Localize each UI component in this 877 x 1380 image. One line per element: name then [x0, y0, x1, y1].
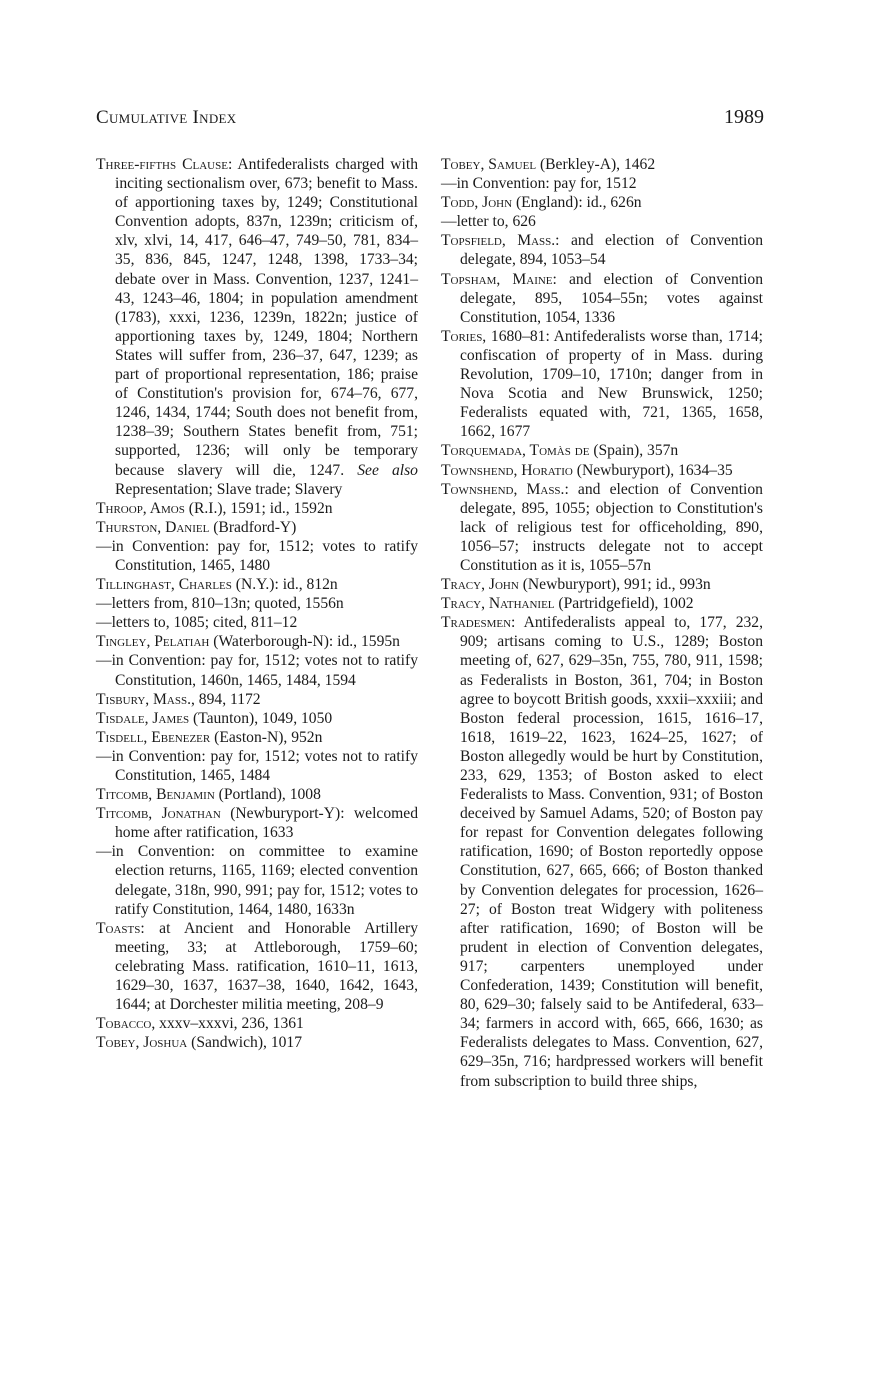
index-entry: [441, 193, 763, 212]
entry-heading: Tories,: [441, 327, 487, 345]
entry-heading: Townshend, Mass.:: [441, 480, 569, 498]
entry-heading: Titcomb, Jonathan: [96, 805, 221, 823]
entry-text: and election of Convention delegate, 895, 1054–55n; votes against Constitution, 1054, 1336: [460, 270, 763, 326]
entry-text: —in Convention: pay for, 1512; votes to ratify Constitution, 1465, 1480: [96, 537, 418, 574]
entry-text: (Partridgefield), 1002: [554, 595, 694, 613]
entry-heading: Throop, Amos: [96, 499, 185, 517]
entry-heading: Townshend, Horatio: [441, 461, 573, 479]
entry-text: (Portland), 1008: [214, 786, 321, 804]
running-head: [96, 106, 764, 129]
index-entry: [96, 804, 418, 842]
index-entry: [96, 632, 418, 651]
index-entry: [96, 1014, 418, 1033]
entry-heading: Tingley, Pelatiah: [96, 633, 210, 651]
entry-text: Antifederalists charged with inciting sectionalism over, 673; benefit to Mass. of apportioning taxes by, 1249; Constitutional Convention adopts, 837n, 1239n; criticism of, xlv, xlvi, 14, 417, 646–47, 749–50, 781, 834–35, 836, 845, 1247, 1248, 1398, 1733–34; debate over in Mass. Convention, 1237, 1241–43, 1243–46, 1804; in population amendment (1783), xxxi, 1236, 1239n, 1822n; justice of apportioning taxes by, 1249, 1804; Northern States will suffer from, 236–37, 647, 1239; as part of proportional representation, 186; praise of Constitution's provision for, 674–76, 677, 1246, 1434, 1744; South does not benefit from, 1238–39; Southern States benefit from, 751; supported, 1236; will only be temporary because slavery will die, 1247.: [115, 156, 418, 479]
entry-text: (Waterborough-N): id., 1595n: [209, 633, 400, 651]
index-entry: [96, 537, 418, 575]
index-entry: [96, 919, 418, 1014]
index-entry: [441, 575, 763, 594]
entry-text: (Taunton), 1049, 1050: [189, 709, 333, 727]
index-entry: [96, 575, 418, 594]
entry-text: Antifederalists appeal to, 177, 232, 909; artisans coming to U.S., 1289; Boston meeting of, 627, 629–35n, 755, 780, 911, 1598; as Federalists in Boston, 361, 704; in Boston agree to boycott British goods, xxxii–xxxiii; and Boston federal procession, 1615, 1616–17, 1618, 1619–22, 1623, 1624–25, 1627; of Boston allegedly would be hurt by Constitution, 233, 629, 1353; of Boston asked to elect Federalists to Mass. Convention, 931; of Boston deceived by Samuel Adams, 520; of Boston pay for repast for Convention delegates following ratification, 1690; of Boston reportedly oppose Constitution, 627, 665, 666; of Boston thanked by Convention delegates for procession, 1626–27; of Boston treat Widgery with politeness after ratification, 1690; of Boston will be prudent in election of Convention delegates, 917; carpenters unemployed under Confederation, 1439; Constitution will benefit, 80, 629–30; falsely said to be Antifederal, 633–34; farmers in accord with, 665, 666, 1630; as Federalists delegates to Mass. Convention, 627, 629–35n, 716; hardpressed workers will benefit from subscription to build three ships,: [460, 614, 763, 1090]
entry-heading: Tracy, Nathaniel: [441, 595, 555, 613]
index-entry: [96, 594, 418, 613]
entry-text: (Newburyport), 1634–35: [572, 461, 733, 479]
entry-heading: Tobey, Joshua: [96, 1034, 188, 1052]
entry-text: —letters to, 1085; cited, 811–12: [96, 614, 298, 632]
entry-text: —in Convention: pay for, 1512; votes not to ratify Constitution, 1465, 1484: [96, 747, 418, 784]
entry-text: (N.Y.): id., 812n: [231, 576, 338, 594]
entry-text: 1680–81: Antifederalists worse than, 1714; confiscation of property of in Mass. during Revolution, 1709–10, 1710n; danger from in Nova Scotia and New Brunswick, 1250; Federalists equated with, 721, 1365, 1658, 1662, 1677: [460, 327, 763, 441]
index-entry: [441, 461, 763, 480]
entry-heading: Torquemada, Tomàs de: [441, 442, 590, 460]
index-entry: [96, 728, 418, 747]
entry-heading: Topsham, Maine:: [441, 270, 557, 288]
entry-heading: Todd, John: [441, 194, 513, 212]
entry-text: (Berkley-A), 1462: [536, 156, 656, 173]
entry-heading: Tobey, Samuel: [441, 156, 537, 173]
entry-heading: Tillinghast, Charles: [96, 576, 232, 594]
entry-heading: Tracy, John: [441, 576, 519, 594]
entry-text: xxxv–xxxvi, 236, 1361: [155, 1015, 304, 1033]
entry-text: 894, 1172: [194, 690, 261, 708]
index-entry: [441, 594, 763, 613]
entry-heading: Thurston, Daniel: [96, 518, 210, 536]
entry-text: (Newburyport-Y): welcomed home after ratification, 1633: [115, 805, 418, 842]
index-entry: [441, 174, 763, 193]
index-entry: [96, 518, 418, 537]
entry-text: —in Convention: on committee to examine election returns, 1165, 1169; elected convention delegate, 318n, 990, 991; pay for, 1512; votes to ratify Constitution, 1464, 1480, 1633n: [96, 843, 418, 918]
entry-heading: Three-fifths Clause:: [96, 156, 233, 173]
entry-heading: Tisdell, Ebenezer: [96, 728, 211, 746]
entry-heading: Tisbury, Mass.,: [96, 690, 195, 708]
entry-text: (Bradford-Y): [209, 518, 297, 536]
entry-see-also: See also: [357, 461, 418, 479]
entry-text: —letter to, 626: [441, 213, 536, 231]
index-entry: [441, 613, 763, 1090]
index-entry: [441, 480, 763, 575]
running-title: Cumulative Index: [96, 107, 237, 128]
entry-heading: Tradesmen:: [441, 614, 516, 632]
entry-heading: Titcomb, Benjamin: [96, 786, 215, 804]
index-entry: [96, 709, 418, 728]
entry-text: —letters from, 810–13n; quoted, 1556n: [96, 595, 344, 613]
index-entry: [441, 327, 763, 442]
index-entry: [441, 231, 763, 269]
index-column-right: [441, 155, 763, 1091]
entry-text: —in Convention: pay for, 1512: [441, 175, 637, 193]
index-entry: [441, 441, 763, 460]
index-entry: [441, 155, 763, 174]
entry-text: at Ancient and Honorable Artillery meeting, 33; at Attleborough, 1759–60; celebrating Mass. ratification, 1610–11, 1613, 1629–30, 1637, 1637–38, 1640, 1642, 1643, 1644; at Dorchester militia meeting, 208–9: [115, 919, 418, 1014]
index-entry: [96, 651, 418, 689]
index-entry: [96, 1033, 418, 1052]
entry-heading: Tisdale, James: [96, 709, 190, 727]
index-entry: [441, 212, 763, 231]
index-entry: [96, 499, 418, 518]
index-entry: [96, 842, 418, 918]
index-column-left: [96, 155, 418, 1052]
index-entry: [96, 613, 418, 632]
entry-heading: Topsfield, Mass.:: [441, 232, 560, 250]
entry-text: (Spain), 357n: [589, 442, 679, 460]
entry-text: and election of Convention delegate, 895, 1055; objection to Constitution's lack of religious test for officeholding, 890, 1056–57; instructs delegate not to accept Constitution as it is, 1055–57n: [460, 480, 763, 574]
entry-text: (Newburyport), 991; id., 993n: [518, 576, 711, 594]
entry-text: (England): id., 626n: [512, 194, 642, 212]
entry-heading: Toasts:: [96, 919, 145, 937]
page-number: 1989: [724, 106, 764, 128]
index-entry: [441, 270, 763, 327]
entry-text: —in Convention: pay for, 1512; votes not to ratify Constitution, 1460n, 1465, 1484, 1594: [96, 652, 418, 689]
entry-text: (R.I.), 1591; id., 1592n: [184, 499, 333, 517]
entry-text: Representation; Slave trade; Slavery: [115, 480, 343, 498]
index-entry: [96, 690, 418, 709]
index-entry: [96, 155, 418, 499]
entry-heading: Tobacco,: [96, 1015, 156, 1033]
index-entry: [96, 747, 418, 785]
entry-text: and election of Convention delegate, 894, 1053–54: [460, 232, 763, 269]
entry-text: (Sandwich), 1017: [187, 1034, 303, 1052]
index-entry: [96, 785, 418, 804]
entry-text: (Easton-N), 952n: [210, 728, 323, 746]
